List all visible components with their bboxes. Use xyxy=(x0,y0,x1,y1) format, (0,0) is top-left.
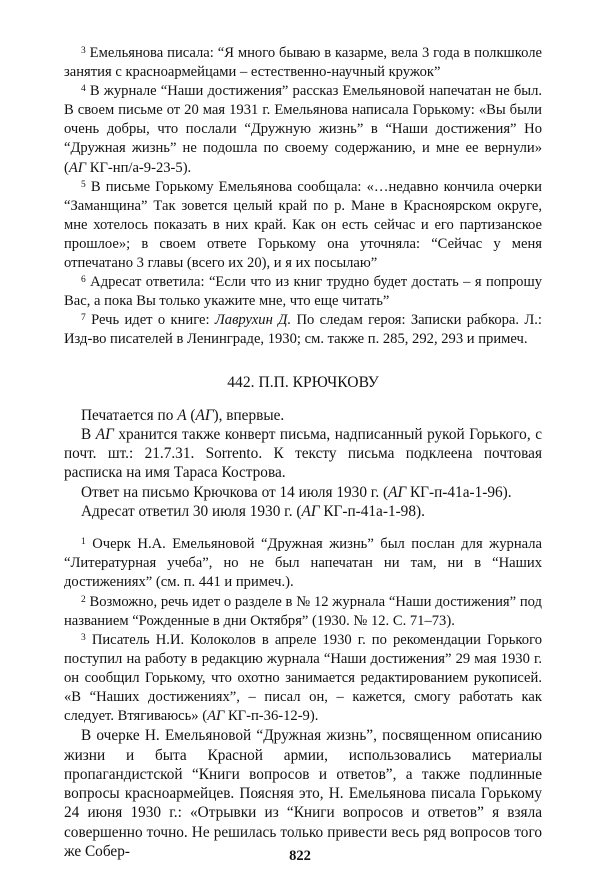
note-prev-4: $^4$ В журнале “Наши достижения” рассказ Емельяновой напечатан не был. В своем письме от 20 мая 1931 г. Емельянова написала Горькому: «Вы были очень добры, что послали “Дружную жизнь” в “Наши достижения” Но “Дружная жизнь” не подошла по своему содержанию, и мне ее вернули» (АГ КГ-нп/а-9-23-5). xyxy=(64,83,542,176)
commentary-addressee-answer: Адресат ответил 30 июля 1930 г. (АГ КГ-п-41а-1-98). xyxy=(81,502,425,520)
commentary-source: Печатается по А (АГ), впервые. xyxy=(81,406,285,424)
note-1: $^1$ Очерк Н.А. Емельяновой “Дружная жизнь” был послан для журнала “Литературная учеба”, но не был напечатан ни там, ни в “Наших достижениях” (см. п. 441 и примеч.). xyxy=(64,536,542,591)
final-paragraph: В очерке Н. Емельяновой “Дружная жизнь”, посвященном описанию жизни и быта Красной армии, использовались материалы пропагандистской “Книги вопросов и ответов”, а также подлинные вопросы красноармейцев. Поясняя это, Н. Емельянова писала Горькому 24 июня 1930 г.: «Отрывки из “Книги вопросов и ответов” я взяла совершенно точно. Не решилась только привести весь ряд вопросов того же Собер- xyxy=(64,727,542,860)
note-prev-7: $^7$ Речь идет о книге: Лаврухин Д. По следам героя: Записки рабкора. Л.: Изд-во писателей в Ленинграде, 1930; см. также п. 285, 292, 293 и примеч. xyxy=(64,312,542,348)
note-prev-5: $^5$ В письме Горькому Емельянова сообщала: «…недавно кончила очерки “Заманщина” Так зовется целый край по р. Мане в Красноярском округе, мне хотелось показать в них край. Как он есть сейчас и его партизанское прошлое»; в своем ответе Горькому она уточняла: “Сейчас у меня отпечатано 3 главы (всего их 20), и я их посылаю” xyxy=(64,178,542,272)
note-2: $^2$ Возможно, речь идет о разделе в № 12 журнала “Наши достижения” под названием “Рожденные в дни Октября” (1930. № 12. С. 71–73). xyxy=(64,593,542,629)
commentary-envelope: В АГ хранится также конверт письма, надписанный рукой Горького, с почт. шт.: 21.7.31. Sorrento. К тексту письма подклеена почтовая расписка на имя Тараса Кострова. xyxy=(64,425,542,482)
note-3: $^3$ Писатель Н.И. Колоколов в апреле 1930 г. по рекомендации Горького поступил на работу в редакцию журнала “Наши достижения” 29 мая 1930 г. он сообщил Горькому, что охотно занимается редактированием рукописей. «В “Наших достижениях”, – писал он, – кажется, смогу работать как следует. Втягиваюсь» (АГ КГ-п-36-12-9). xyxy=(64,631,542,725)
section-title: 442. П.П. КРЮЧКОВУ xyxy=(227,373,379,391)
note-prev-6: $^6$ Адресат ответила: “Если что из книг трудно будет достать – я попрошу Вас, а пока Вы только укажите мне, что еще читать” xyxy=(64,274,542,310)
page-content xyxy=(64,44,542,861)
commentary-reply-to: Ответ на письмо Крючкова от 14 июля 1930 г. (АГ КГ-п-41а-1-96). xyxy=(81,483,512,501)
note-prev-3: $^3$ Емельянова писала: “Я много бываю в казарме, вела 3 года в полкшколе занятия с красноармейцами – естественно-научный кружок” xyxy=(64,45,542,81)
spacer xyxy=(64,521,542,535)
page-number: 822 xyxy=(289,848,311,864)
